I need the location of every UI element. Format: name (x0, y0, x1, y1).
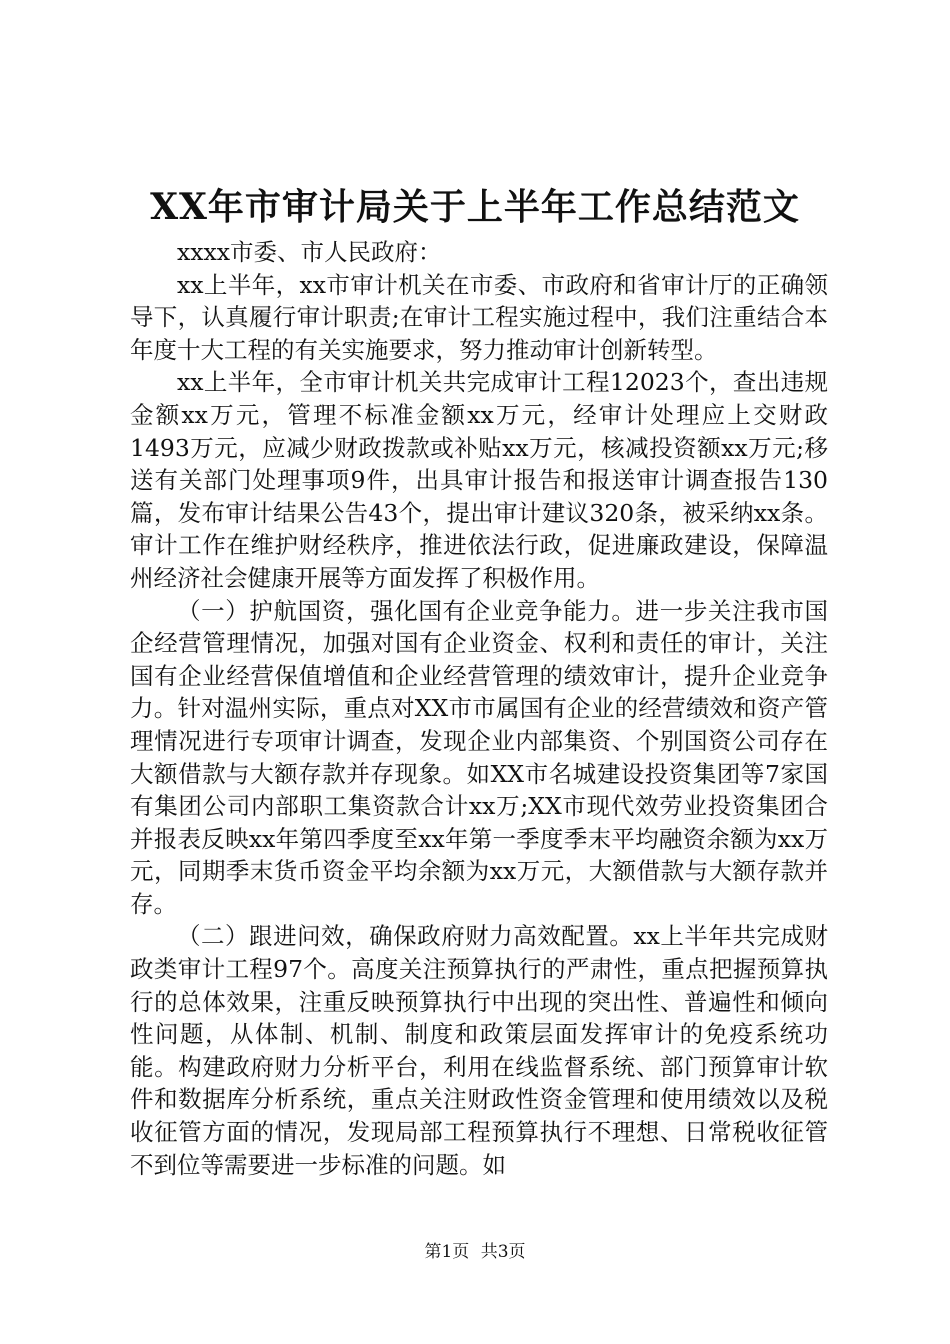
page-total: 共3页 (480, 1242, 526, 1262)
paragraph-statistics: xx上半年，全市审计机关共完成审计工程12023个，查出违规金额xx万元，管理不标准金额xx万元，经审计处理应上交财政1493万元，应减少财政拨款或补贴xx万元，核减投资额xx万元;移送有关部门处理事项9件，出具审计报告和报送审计调查报告130篇，发布审计结果公告43个，提出审计建议320条，被采纳xx条。审计工作在维护财经秩序，推进依法行政，促进廉政建设，保障温州经济社会健康开展等方面发挥了积极作用。 (130, 368, 828, 592)
document-title: XX年市审计局关于上半年工作总结范文 (150, 186, 800, 228)
paragraph-intro: xx上半年，xx市审计机关在市委、市政府和省审计厅的正确领导下，认真履行审计职责;在审计工程实施过程中，我们注重结合本年度十大工程的有关实施要求，努力推动审计创新转型。 (130, 270, 828, 364)
paragraph-section-2: （二）跟进问效，确保政府财力高效配置。xx上半年共完成财政类审计工程97个。高度关注预算执行的严肃性，重点把握预算执行的总体效果，注重反映预算执行中出现的突出性、普遍性和倾向性问题，从体制、机制、制度和政策层面发挥审计的免疫系统功能。构建政府财力分析平台，利用在线监督系统、部门预算审计软件和数据库分析系统，重点关注财政性资金管理和使用绩效以及税收征管方面的情况，发现局部工程预算执行不理想、日常税收征管不到位等需要进一步标准的问题。如 (130, 922, 828, 1179)
page-footer (0, 1240, 950, 1264)
document-body (130, 236, 828, 1181)
page-number: 第1页 (424, 1242, 470, 1262)
salutation: xxxx市委、市人民政府： (177, 238, 442, 266)
paragraph-section-1: （一）护航国资，强化国有企业竞争能力。进一步关注我市国企经营管理情况，加强对国有企业资金、权利和责任的审计，关注国有企业经营保值增值和企业经营管理的绩效审计，提升企业竞争力。针对温州实际，重点对XX市市属国有企业的经营绩效和资产管理情况进行专项审计调查，发现企业内部集资、个别国资公司存在大额借款与大额存款并存现象。如XX市名城建设投资集团等7家国有集团公司内部职工集资款合计xx万;XX市现代效劳业投资集团合并报表反映xx年第四季度至xx年第一季度季末平均融资余额为xx万元，同期季末货币资金平均余额为xx万元，大额借款与大额存款并存。 (130, 596, 828, 918)
